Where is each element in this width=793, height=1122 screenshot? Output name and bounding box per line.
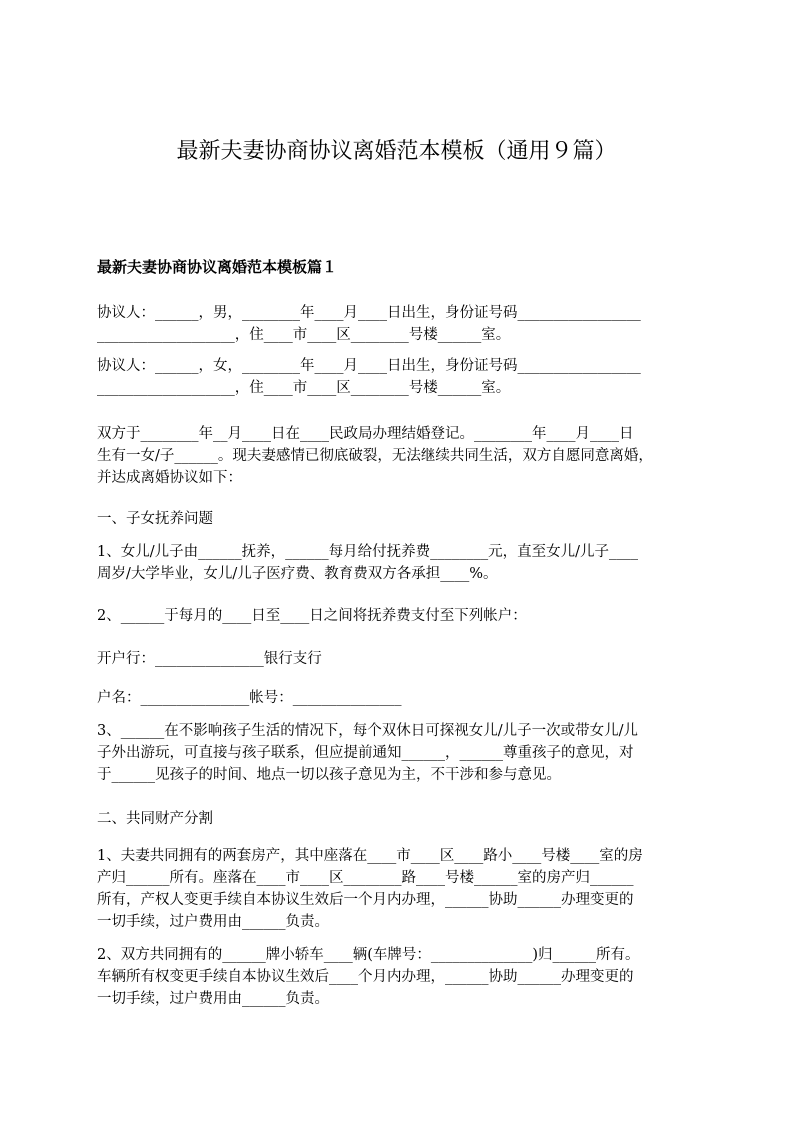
paragraph-line: 二、共同财产分割 — [97, 811, 213, 827]
paragraph-line: 一切手续，过户费用由______负责。 — [97, 991, 329, 1007]
paragraph-line: 协议人：______，男，________年____月____日出生，身份证号码_________________ — [97, 305, 641, 321]
paragraph-line: 开户行：_______________银行支行 — [97, 651, 322, 667]
paragraph-line: 1、女儿/儿子由______抚养，______每月给付抚养费________元，直至女儿/儿子____ — [97, 544, 638, 560]
paragraph — [97, 355, 707, 399]
paragraph-line: 2、______于每月的____日至____日之间将抚养费支付至下列帐户： — [97, 608, 527, 624]
paragraph-line: 1、夫妻共同拥有的两套房产，其中座落在____市____区____路小____号楼____室的房 — [97, 848, 643, 864]
paragraph-line: 协议人：______，女，________年____月____日出生，身份证号码_________________ — [97, 358, 641, 374]
paragraph — [97, 302, 707, 346]
paragraph-line: 并达成离婚协议如下： — [97, 470, 242, 486]
paragraph-line: ___________________，住____市____区________号楼______室。 — [97, 327, 511, 343]
paragraph — [97, 605, 707, 627]
paragraph — [97, 687, 707, 709]
paragraph-line: ___________________，住____市____区________号楼______室。 — [97, 380, 511, 396]
paragraph-line: 双方于________年__月____日在____民政局办理结婚登记。________年____月____日 — [97, 426, 634, 442]
paragraph-line: 户名：_______________帐号：_______________ — [97, 690, 402, 706]
paragraph-line: 产归______所有。座落在____市____区________路____号楼______室的房产归______ — [97, 870, 634, 886]
paragraph-line: 生有一女/子______。现夫妻感情已彻底破裂，无法继续共同生活，双方自愿同意离婚， — [97, 448, 653, 464]
paragraph-line: 车辆所有权变更手续自本协议生效后____个月内办理，______协助______办理变更的 — [97, 969, 634, 985]
paragraph-line: 2、双方共同拥有的______牌小轿车____辆(车牌号：______________)归______所有。 — [97, 947, 640, 963]
paragraph-line: 3、______在不影响孩子生活的情况下，每个双休日可探视女儿/儿子一次或带女儿/儿 — [97, 723, 638, 739]
paragraph — [97, 541, 707, 585]
paragraph-line: 所有，产权人变更手续自本协议生效后一个月内办理，______协助______办理变更的 — [97, 892, 634, 908]
document-title: 最新夫妻协商协议离婚范本模板（通用９篇） — [176, 139, 617, 164]
paragraph — [97, 944, 707, 1010]
paragraph — [97, 720, 707, 786]
paragraph — [97, 808, 707, 830]
paragraph-line: 于______见孩子的时间、地点一切以孩子意见为主，不干涉和参与意见。 — [97, 767, 561, 783]
paragraph-line: 子外出游玩，可直接与孩子联系，但应提前通知______，______尊重孩子的意见，对 — [97, 745, 634, 761]
paragraph — [97, 508, 707, 530]
paragraph-line: 周岁/大学毕业，女儿/儿子医疗费、教育费双方各承担____%。 — [97, 566, 498, 582]
paragraph — [97, 648, 707, 670]
paragraph-line: 一切手续，过户费用由______负责。 — [97, 914, 329, 930]
paragraph-line: 一、子女抚养问题 — [97, 511, 213, 527]
section-heading: 最新夫妻协商协议离婚范本模板篇１ — [97, 258, 338, 276]
paragraph — [97, 845, 707, 933]
paragraph — [97, 423, 707, 489]
